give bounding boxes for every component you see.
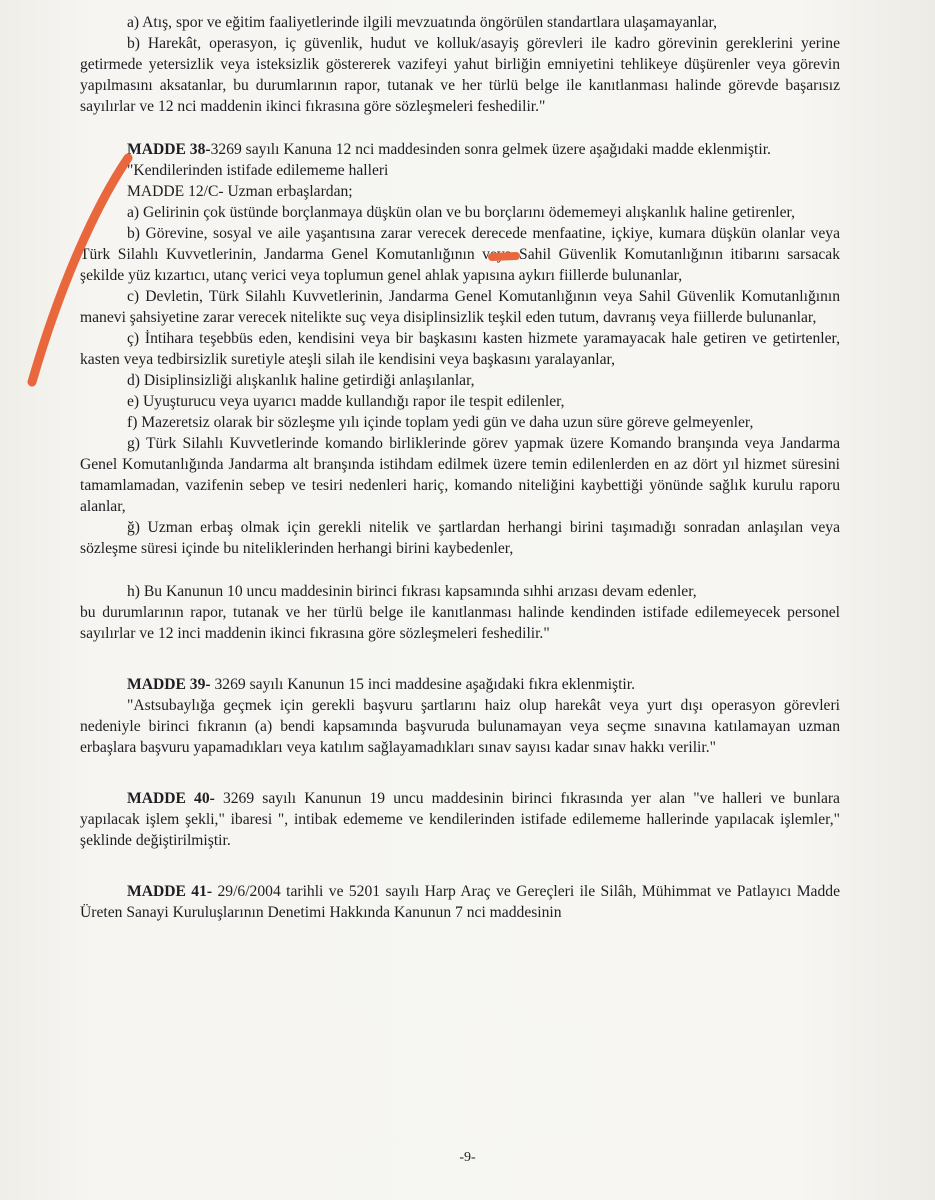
- madde-40-title: MADDE 40-: [127, 790, 215, 807]
- madde-38-heading: "Kendilerinden istifade edilememe halleri: [127, 162, 389, 179]
- list-item: d) Disiplinsizliği alışkanlık haline getirdiği anlaşılanlar,: [127, 372, 475, 389]
- document-body: [80, 12, 840, 923]
- list-item-h-first: h) Bu Kanunun 10 uncu maddesinin birinci fıkrası kapsamında sıhhi arızası devam edenler,: [127, 583, 697, 600]
- madde-38-title: MADDE 38-: [127, 141, 211, 158]
- madde-38-intro: [80, 139, 840, 160]
- list-item: g) Türk Silahlı Kuvvetlerinde komando birliklerinde görev yapmak üzere Komando branşında veya Jandarma Genel Komutanlığında Jandarma alt branşında istihdam edilmek üzere temin edilenlerden en az dört yıl hizmet süresini tamamlamadan, vazifenin sebep ve tesiri nedenleri hariç, komando niteliğini kaybettiği yönünde sağlık kurulu raporu alanlar,: [80, 435, 840, 515]
- madde-41-text: 29/6/2004 tarihli ve 5201 sayılı Harp Araç ve Gereçleri ile Silâh, Mühimmat ve Patlayıcı Madde Üreten Sanayi Kuruluşlarının Denetimi Hakkında Kanunun 7 nci maddesinin: [80, 883, 840, 921]
- madde-39-intro: [80, 674, 840, 695]
- madde-41-title: MADDE 41-: [127, 883, 213, 900]
- list-item: a) Gelirinin çok üstünde borçlanmaya düşkün olan ve bu borçlarını ödememeyi alışkanlık haline getirenler,: [127, 204, 795, 221]
- madde-39-text: 3269 sayılı Kanunun 15 inci maddesine aşağıdaki fıkra eklenmiştir.: [210, 676, 635, 693]
- prev-item-a: a) Atış, spor ve eğitim faaliyetlerinde ilgili mevzuatında öngörülen standartlara ulaşamayanlar,: [127, 14, 718, 31]
- list-item: ğ) Uzman erbaş olmak için gerekli nitelik ve şartlardan herhangi birini taşımadığı sonradan anlaşılan veya sözleşme süresi içinde bu niteliklerinden herhangi birini kaybedenler,: [80, 519, 840, 557]
- madde-39-title: MADDE 39-: [127, 676, 211, 693]
- list-item: b) Görevine, sosyal ve aile yaşantısına zarar verecek derecede menfaatine, içkiye, kumara düşkün olanlar veya Türk Silahlı Kuvvetlerinin, Jandarma Genel Komutanlığının veya Sahil Güvenlik Komutanlığının itibarını sarsacak şekilde yüz kızartıcı, utanç verici veya toplumun genel ahlak yapısına aykırı fiillerde bulunanlar,: [80, 225, 840, 284]
- page-number: -9-: [459, 1150, 476, 1165]
- list-item-h-rest: bu durumlarının rapor, tutanak ve her türlü belge ile kanıtlanması halinde kendinden istifade edilemeyecek personel sayılırlar ve 12 inci maddenin ikinci fıkrasına göre sözleşmeleri feshedilir.": [80, 604, 840, 642]
- madde-40-text: 3269 sayılı Kanunun 19 uncu maddesinin birinci fıkrasında yer alan "ve halleri ve bunlara yapılacak işlem şekli," ibaresi ", intibak edememe ve kendilerinden istifade edilememe hallerinde yapılacak işlemler," şeklinde değiştirilmiştir.: [80, 790, 840, 849]
- madde-41: [80, 881, 840, 923]
- list-item: f) Mazeretsiz olarak bir sözleşme yılı içinde toplam yedi gün ve daha uzun süre göreve gelmeyenler,: [127, 414, 754, 431]
- prev-item-b: b) Harekât, operasyon, iç güvenlik, hudut ve kolluk/asayiş görevleri ile kadro görevinin gereklerini yerine getirmede yetersizlik veya isteksizlik göstererek vazifeyi yahut birliğin emniyetini tehlikeye düşürenler veya görevin yapılmasını aksatanlar, bu durumlarının rapor, tutanak ve her türlü belge ile kanıtlanması halinde görevde başarısız sayılırlar ve 12 nci maddenin ikinci fıkrasına göre sözleşmeleri feshedilir.": [80, 35, 840, 115]
- list-item: ç) İntihara teşebbüs eden, kendisini veya bir başkasını kasten hizmete yaramayacak hale getiren ve getirtenler, kasten veya tedbirsizlik suretiyle ateşli silah ile kendisini veya başkasını yaralayanlar,: [80, 330, 840, 368]
- list-item: e) Uyuşturucu veya uyarıcı madde kullandığı rapor ile tespit edilenler,: [127, 393, 565, 410]
- list-item: c) Devletin, Türk Silahlı Kuvvetlerinin, Jandarma Genel Komutanlığının veya Sahil Güvenlik Komutanlığının manevi şahsiyetine zarar verecek nitelikte suç veya disiplinsizlik teşkil eden tutum, davranış veya fiillerde bulunanlar,: [80, 288, 840, 326]
- madde-40: [80, 788, 840, 851]
- madde-39-quote: "Astsubaylığa geçmek için gerekli başvuru şartlarını haiz olup harekât veya yurt dışı operasyon görevleri nedeniyle birinci fıkranın (a) bendi kapsamında başvuruda bulunamayan veya seçme sınavına katılamayan uzman erbaşlara başvuru yapamadıkları veya katılım sağlayamadıkları sınav sayısı kadar sınav hakkı verilir.": [80, 697, 840, 756]
- madde-12c-title: MADDE 12/C- Uzman erbaşlardan;: [127, 183, 353, 200]
- madde-38-text: 3269 sayılı Kanuna 12 nci maddesinden sonra gelmek üzere aşağıdaki madde eklenmiştir.: [210, 141, 771, 158]
